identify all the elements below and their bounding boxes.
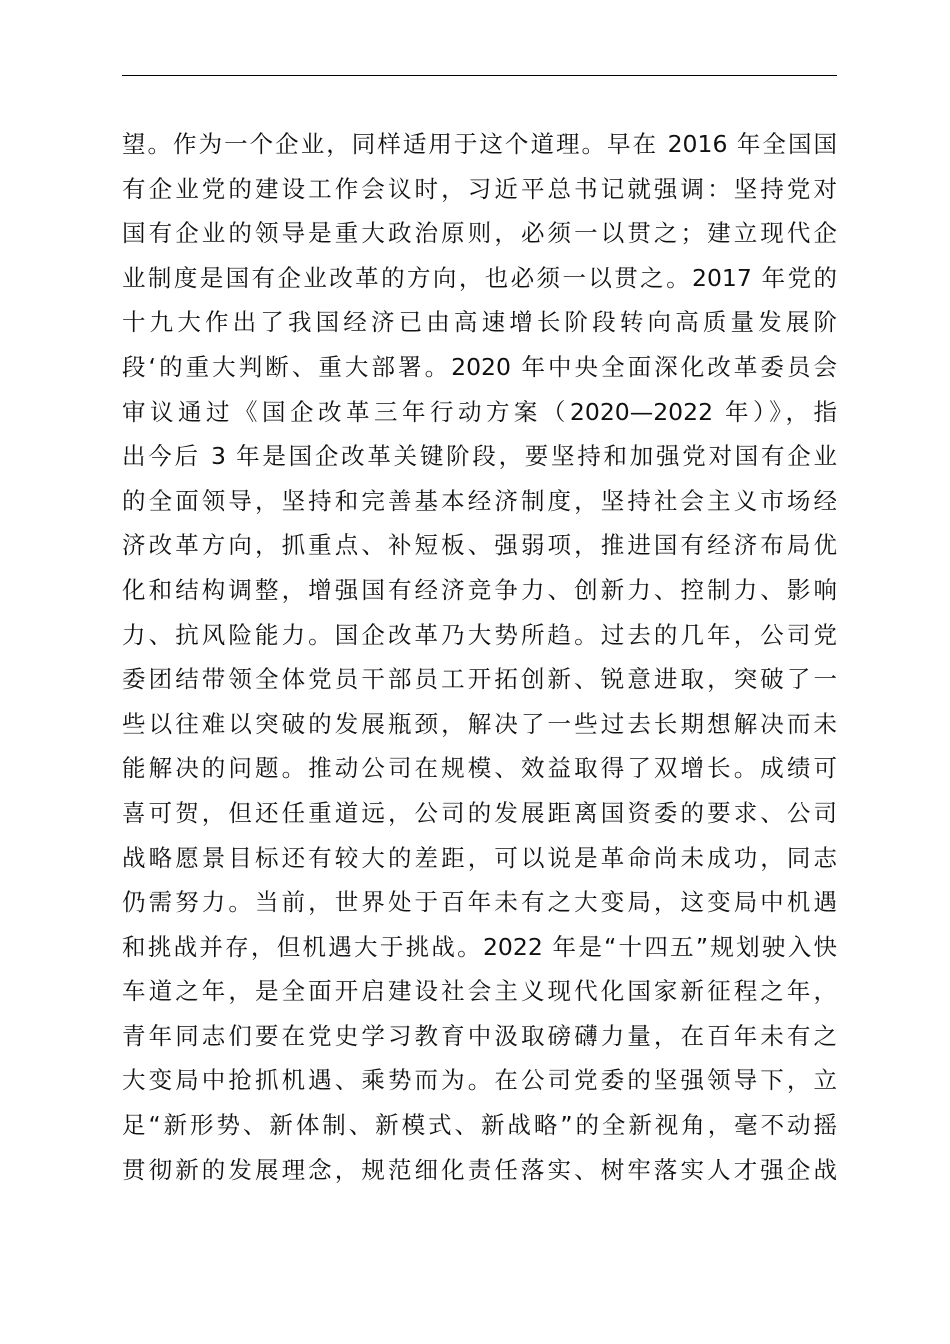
text-line: 些以往难以突破的发展瓶颈，解决了一些过去长期想解决而未	[122, 709, 837, 738]
text-line: 十九大作出了我国经济已由高速增长阶段转向高质量发展阶	[122, 308, 837, 337]
text-line: 业制度是国有企业改革的方向，也必须一以贯之。2017 年党的	[122, 263, 837, 292]
text-line: 能解决的问题。推动公司在规模、效益取得了双增长。成绩可	[122, 754, 837, 783]
text-line: 青年同志们要在党史学习教育中汲取磅礴力量，在百年未有之	[122, 1021, 837, 1050]
text-line: 济改革方向，抓重点、补短板、强弱项，推进国有经济布局优	[122, 531, 837, 560]
text-line: 化和结构调整，增强国有经济竞争力、创新力、控制力、影响	[122, 575, 837, 604]
text-line: 委团结带领全体党员干部员工开拓创新、锐意进取，突破了一	[122, 665, 837, 694]
text-line: 的全面领导，坚持和完善基本经济制度，坚持社会主义市场经	[122, 486, 837, 515]
text-line: 国有企业的领导是重大政治原则，必须一以贯之；建立现代企	[122, 219, 837, 248]
text-line: 出今后 3 年是国企改革关键阶段，要坚持和加强党对国有企业	[122, 442, 837, 471]
text-line: 力、抗风险能力。国企改革乃大势所趋。过去的几年，公司党	[122, 620, 837, 649]
body-paragraph	[122, 122, 837, 1192]
text-line: 审议通过《国企改革三年行动方案（2020—2022 年）》，指	[122, 397, 837, 426]
text-line: 足“新形势、新体制、新模式、新战略”的全新视角，毫不动摇	[122, 1111, 837, 1140]
text-line: 喜可贺，但还任重道远，公司的发展距离国资委的要求、公司	[122, 798, 837, 827]
text-line: 战略愿景目标还有较大的差距，可以说是革命尚未成功，同志	[122, 843, 837, 872]
text-line: 车道之年，是全面开启建设社会主义现代化国家新征程之年，	[122, 977, 837, 1006]
header-rule	[122, 75, 837, 76]
text-line: 和挑战并存，但机遇大于挑战。2022 年是“十四五”规划驶入快	[122, 932, 837, 961]
text-line: 贯彻新的发展理念，规范细化责任落实、树牢落实人才强企战	[122, 1155, 837, 1184]
text-line: 段‘的重大判断、重大部署。2020 年中央全面深化改革委员会	[122, 352, 837, 381]
text-line: 望。作为一个企业，同样适用于这个道理。早在 2016 年全国国	[122, 130, 837, 158]
text-line: 有企业党的建设工作会议时，习近平总书记就强调：坚持党对	[122, 174, 837, 203]
text-line: 大变局中抢抓机遇、乘势而为。在公司党委的坚强领导下，立	[122, 1066, 837, 1095]
text-line: 仍需努力。当前，世界处于百年未有之大变局，这变局中机遇	[122, 888, 837, 917]
